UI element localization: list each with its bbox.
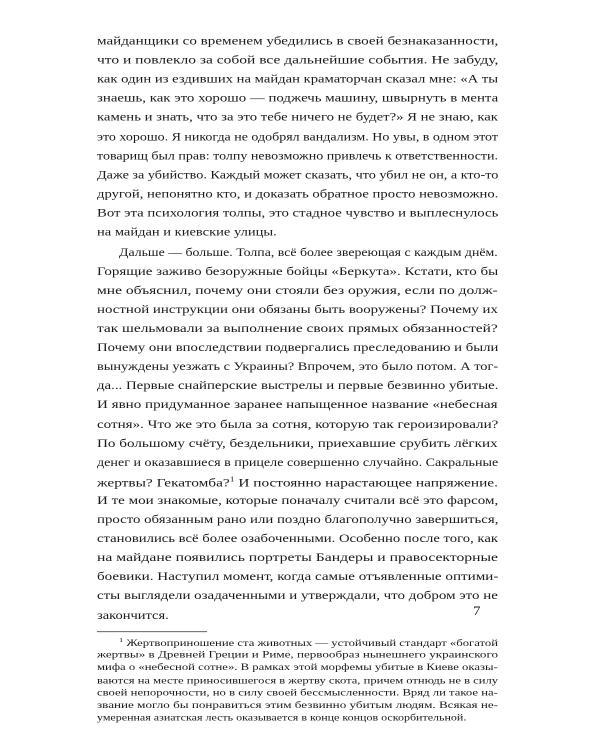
- body-line: Горящие заживо безоружные бойцы «Беркута». Кстати, кто бы: [97, 264, 499, 279]
- body-line: да... Первые снайперские выстрелы и первые безвинно убитые.: [97, 379, 499, 393]
- body-line: на майдане появились портреты Бандеры и правосекторные: [97, 551, 499, 565]
- footnote-line: мифа о «небесной сотне». В рамках этой морфемы убитые в Киеве оказы-: [97, 661, 498, 673]
- footnote-line: умеренная азиатская лесть оказывается в конце концов оскорбительной.: [97, 711, 467, 724]
- body-line: По большому счёту, бездельники, приехавшие срубить лёгких: [97, 436, 498, 450]
- body-line: ностной инструкции они обязаны быть вооружены? Почему их: [97, 303, 498, 317]
- body-line: И те мои знакомые, которые поначалу считали всё это фарсом,: [97, 494, 499, 508]
- body-line: Почему они впоследствии подвергались преследованию и были: [97, 341, 499, 355]
- footnote-line: [119, 637, 498, 648]
- body-line: вынуждены уезжать с Украины? Впрочем, это было потом. А тог-: [97, 360, 499, 374]
- body-line: сты выглядели озадаченными и утверждали, что добром это не: [97, 589, 498, 603]
- footnote-line: своей непорочности, но в силу своей бессмысленности. Вряд ли такое на-: [97, 686, 498, 699]
- footnote-line: звание могло бы понравиться этим безвинно убитым людям. Всякая не-: [97, 699, 499, 711]
- body-line: товарищ был прав: толпу невозможно привлечь к ответственности.: [97, 149, 499, 163]
- body-line: мне объяснил, почему они стояли без оружия, если по долж-: [97, 284, 498, 298]
- body-line: Даже за убийство. Каждый может сказать, что убил не он, а кто-то: [97, 168, 499, 182]
- body-line: майданщики со временем убедились в своей безнаказанности,: [97, 34, 499, 48]
- body-line: как один из ездивших на майдан краматорчан сказал мне: «А ты: [97, 72, 499, 87]
- body-line: закончится.: [97, 608, 169, 622]
- footnote-text: Жертвоприношение ста животных — устойчивый стандарт «богатой: [123, 636, 499, 649]
- body-line-with-footnote-ref: [97, 476, 498, 489]
- body-line: становились всё более озабоченными. Особенно после того, как: [97, 532, 499, 546]
- body-line: сотня». Что же это была за сотня, которую так героизировали?: [97, 417, 499, 431]
- body-line: просто обязанным рано или поздно благополучно завершиться,: [97, 513, 499, 527]
- footnote-line: жертвы» в Древней Греции и Риме, первообраз нынешнего украинского: [97, 648, 499, 661]
- body-line: на майдан и киевские улицы.: [97, 225, 277, 239]
- footnote-marker: 1: [119, 635, 124, 644]
- body-line: знаешь, как это хорошо — поджечь машину, швырнуть в мента: [97, 91, 499, 106]
- body-line: другой, непонятно кто, и доказать обратное просто невозможно.: [97, 187, 499, 201]
- page-number: 7: [473, 604, 481, 619]
- body-line: что и повлекло за собой все дальнейшие события. Не забуду,: [97, 53, 499, 68]
- body-line: И явно придуманное заранее напыщенное название «небесная: [97, 398, 498, 412]
- body-line: так шельмовали за выполнение своих прямых обязанностей?: [97, 322, 498, 336]
- footnote-reference: 1: [229, 474, 235, 484]
- body-line: Дальше — больше. Толпа, всё более звереющая с каждым днём.: [119, 245, 498, 260]
- body-line: боевики. Наступил момент, когда самые отъявленные оптими-: [97, 570, 499, 584]
- footnote-separator: [97, 631, 207, 632]
- body-text: И постоянно нарастающее напряжение.: [238, 476, 498, 490]
- body-text: жертвы? Гекатомба?: [97, 476, 230, 490]
- body-line: это хорошо. Я никогда не одобрял вандализм. Но увы, в одном этот: [97, 130, 498, 144]
- footnote-line: ваются на месте приносившегося в жертву скота, причем отнюдь не в силу: [97, 673, 499, 686]
- body-line: Вот эта психология толпы, это стадное чувство и выплеснулось: [97, 206, 499, 220]
- body-line: камень и знать, что за это тебе ничего не будет?» Я не знаю, как: [97, 111, 498, 125]
- body-line: денег и оказавшиеся в прицеле совершенно случайно. Сакральные: [97, 455, 499, 470]
